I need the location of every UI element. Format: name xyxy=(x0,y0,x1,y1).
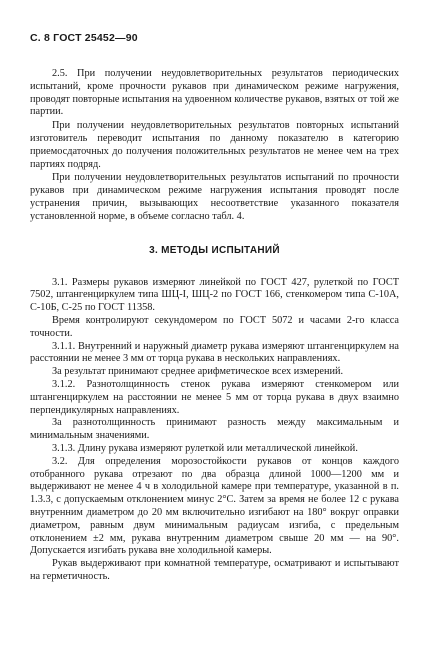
paragraph-repeat-tests: При получении неудовлетворительных результатов повторных испытаний изготовитель переводит испытания по данному показателю в категорию приемосдаточных до получения положительных результатов не менее чем на трех партиях подряд. xyxy=(30,120,399,170)
paragraph-room-temp: Рукав выдерживают при комнатной температуре, осматривают и испытывают на герметичность. xyxy=(30,558,399,582)
paragraph-3-1-1: 3.1.1. Внутренний и наружный диаметр рукава измеряют штангенциркулем на расстоянии не менее 3 мм от торца рукава в нескольких направлениях. xyxy=(30,340,399,365)
paragraph-3-2: 3.2. Для определения морозостойкости рукавов от концов каждого отобранного рукава отрезают по два образца длиной 1000—1200 мм и выдерживают не менее 4 ч в холодильной камере при температуре, указанной в п. 1.3.3, с допускаемым отклонением минус 2°С. Затем за время не более 12 с рукава внутренним диаметром до 20 мм включительно изгибают на 180° вокруг оправки диаметром, равным двум минимальным радиусам изгиба, с предельным отклонением ±2 мм, рукава внутренним диаметром свыше 20 мм — на 90°. Допускается изгибать рукава вне холодильной камеры. xyxy=(30,455,399,557)
section-title: 3. МЕТОДЫ ИСПЫТАНИЙ xyxy=(149,244,280,256)
paragraph-thickness-diff: За разнотолщинность принимают разность между максимальным и минимальным значениями. xyxy=(30,417,399,442)
paragraph-2-5: 2.5. При получении неудовлетворительных результатов периодических испытаний, кроме прочности рукавов при динамическом режиме нагружения, проводят повторные испытания на удвоенном количестве рукавов, взятых от той же партии. xyxy=(30,68,399,118)
paragraph-3-1-2: 3.1.2. Разнотолщинность стенок рукава измеряют стенкомером или штангенциркулем на расстоянии не менее 5 мм от торца рукава в двух взаимно перпендикулярных направлениях. xyxy=(30,378,399,416)
paragraph-3-1: 3.1. Размеры рукавов измеряют линейкой по ГОСТ 427, рулеткой по ГОСТ 7502, штангенциркулем типа ШЦ-I, ШЦ-2 по ГОСТ 166, стенкомером типа С-10А, С-10Б, С-25 по ГОСТ 11358. xyxy=(30,276,399,314)
page-header: С. 8 ГОСТ 25452—90 xyxy=(30,32,138,44)
paragraph-time-control: Время контролируют секундомером по ГОСТ 5072 и часами 2-го класса точности. xyxy=(30,314,399,339)
paragraph-average: За результат принимают среднее арифметическое всех измерений. xyxy=(52,366,344,378)
paragraph-dynamic-load: При получении неудовлетворительных результатов испытаний по прочности рукавов при динамическом режиме нагружения испытания проводят после устранения причин, вызывающих несоответствие указанного показателя установленной норме, в объеме согласно табл. 4. xyxy=(30,172,399,222)
paragraph-3-1-3: 3.1.3. Длину рукава измеряют рулеткой или металлической линейкой. xyxy=(52,442,358,454)
